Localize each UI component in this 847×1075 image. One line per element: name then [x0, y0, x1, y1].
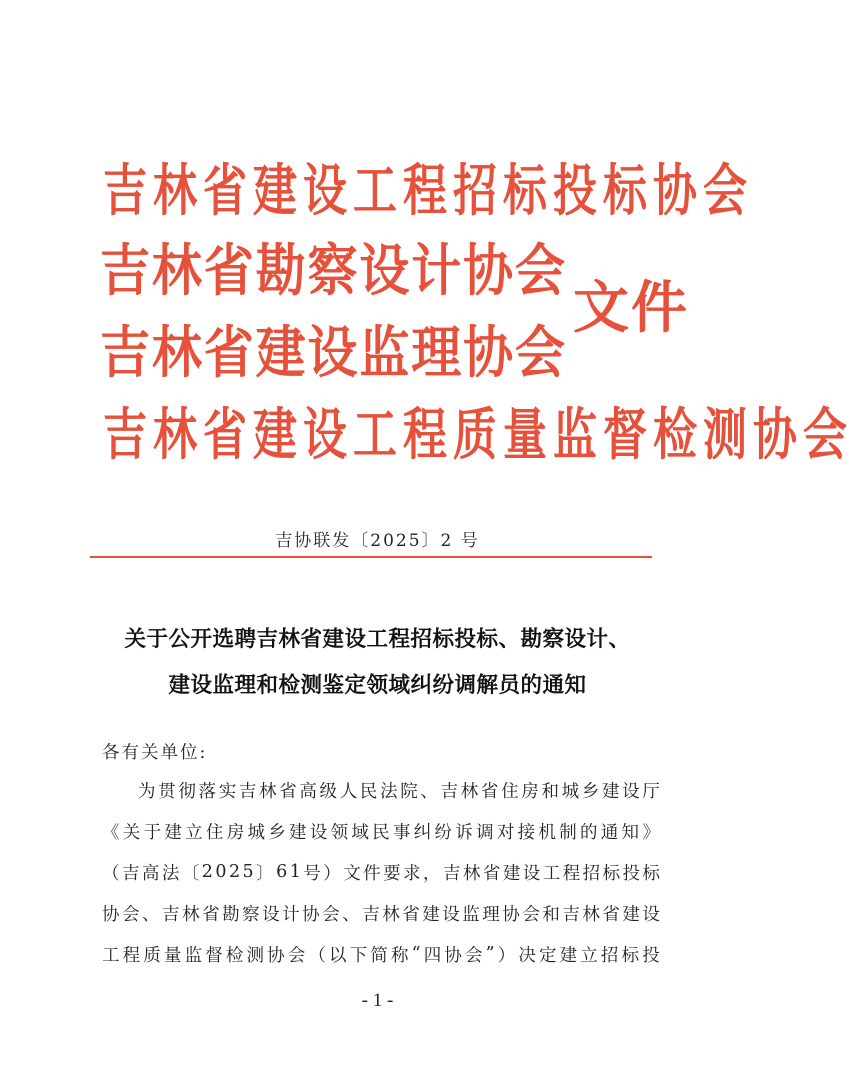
red-divider-line [90, 556, 652, 558]
header-org-4: 吉 林 省 建 设 工 程 质 量 监 督 检 测 协 会 [103, 401, 847, 468]
body-line-2: 《 关 于 建 立 住 房 城 乡 建 设 领 域 民 事 纠 纷 诉 调 对 接 机 制 的 通 知 》 [102, 822, 660, 843]
notice-title-line-1: 关于公开选聘吉林省建设工程招标投标、勘察设计、 [124, 627, 631, 652]
body-line-3: （ 吉 高 法 〔 2 0 2 5 〕 6 1 号 ） 文 件 要 求 ， 吉 林 省 建 设 工 程 招 标 投 标 [102, 862, 660, 884]
body-line-5: 工 程 质 量 监 督 检 测 协 会 （ 以 下 简 称 “ 四 协 会 ” ） 决 定 建 立 招 标 投 [102, 944, 660, 966]
page-number: - 1 - [361, 990, 394, 1011]
body-line-1: 为 贯 彻 落 实 吉 林 省 高 级 人 民 法 院 、 吉 林 省 住 房 和 城 乡 建 设 厅 [138, 781, 660, 802]
document-number: 吉协联发〔2025〕2 号 [275, 531, 480, 551]
red-header [100, 155, 847, 485]
body-line-4: 协 会 、 吉 林 省 勘 察 设 计 协 会 、 吉 林 省 建 设 监 理 协 会 和 吉 林 省 建 设 [102, 904, 660, 925]
notice-title-line-2: 建设监理和检测鉴定领域纠纷调解员的通知 [168, 673, 587, 698]
header-org-3: 吉 林 省 建 设 监 理 协 会 [100, 319, 565, 386]
header-org-2: 吉 林 省 勘 察 设 计 协 会 [100, 237, 565, 304]
header-suffix: 文件 [573, 275, 689, 341]
salutation: 各有关单位: [102, 743, 208, 763]
header-org-1: 吉 林 省 建 设 工 程 招 标 投 标 协 会 [103, 157, 747, 224]
